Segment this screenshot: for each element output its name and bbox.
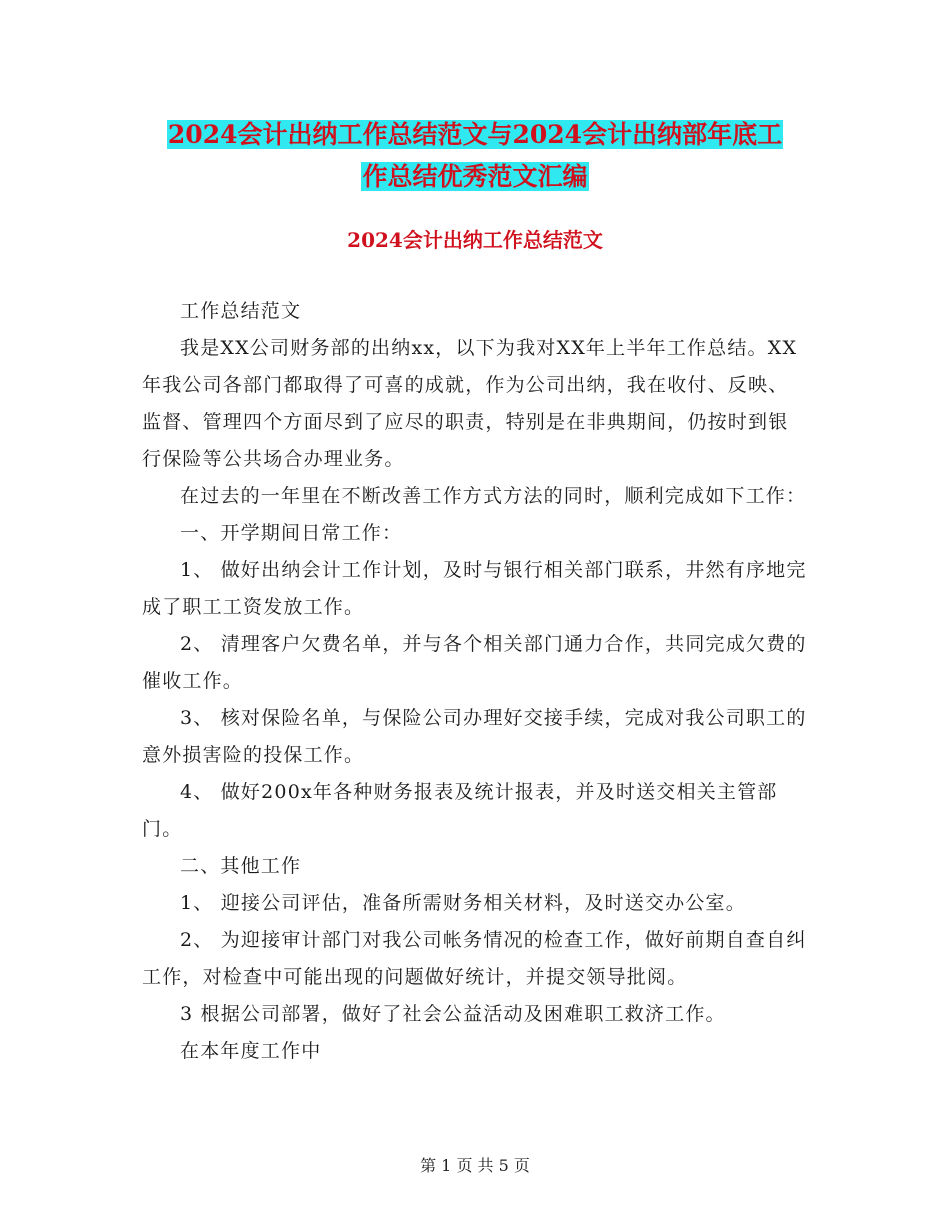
paragraph: 工作总结范文	[180, 300, 302, 322]
paragraph: 在本年度工作中	[180, 1040, 322, 1062]
paragraph: 3 根据公司部署，做好了社会公益活动及困难职工救济工作。	[180, 1003, 726, 1025]
document-title	[0, 114, 950, 198]
paragraph: 2、 为迎接审计部门对我公司帐务情况的检查工作，做好前期自查自纠工作，对检查中可能出现的问题做好统计，并提交领导批阅。	[142, 929, 807, 988]
document-body	[142, 293, 807, 1070]
paragraph: 一、开学期间日常工作：	[180, 522, 403, 544]
paragraph: 2、 清理客户欠费名单，并与各个相关部门通力合作，共同完成欠费的催收工作。	[142, 633, 807, 692]
section-title: 2024会计出纳工作总结范文	[347, 228, 603, 252]
document-title-line-2: 作总结优秀范文汇编	[362, 162, 588, 191]
paragraph: 3、 核对保险名单，与保险公司办理好交接手续，完成对我公司职工的意外损害险的投保工作。	[142, 707, 807, 766]
paragraph: 4、 做好200x年各种财务报表及统计报表，并及时送交相关主管部门。	[142, 781, 778, 840]
page-number-footer: 第 1 页 共 5 页	[420, 1156, 530, 1175]
paragraph: 1、 做好出纳会计工作计划，及时与银行相关部门联系，井然有序地完成了职工工资发放工作。	[142, 559, 807, 618]
paragraph: 1、 迎接公司评估，准备所需财务相关材料，及时送交办公室。	[180, 892, 746, 914]
paragraph: 在过去的一年里在不断改善工作方式方法的同时，顺利完成如下工作：	[180, 485, 807, 507]
document-title-line-1: 2024会计出纳工作总结范文与2024会计出纳部年底工	[167, 120, 783, 149]
paragraph: 我是XX公司财务部的出纳xx，以下为我对XX年上半年工作总结。XX年我公司各部门都取得了可喜的成就，作为公司出纳，我在收付、反映、监督、管理四个方面尽到了应尽的职责，特别是在非典期间，仍按时到银行保险等公共场合办理业务。	[142, 337, 798, 470]
paragraph: 二、其他工作	[180, 855, 302, 877]
